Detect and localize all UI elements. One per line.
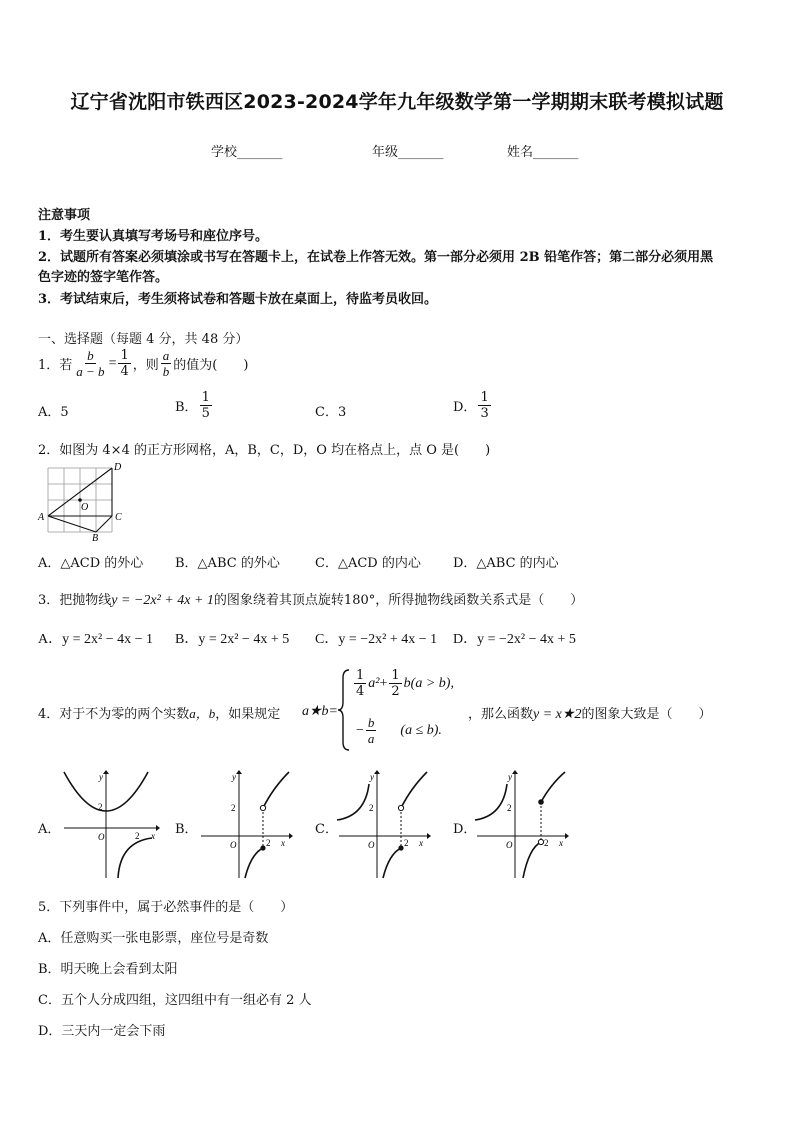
label-o: O — [81, 502, 89, 513]
q4-stem-tail: ，那么函数y = x★2的图象大致是（ ） — [468, 707, 712, 722]
question-2: 2．如图为 4×4 的正方形网格，A，B，C，D，O 均在格点上，点 O 是( ) — [38, 443, 491, 458]
label-a: A — [38, 512, 45, 523]
q4-function: y = x★2 — [533, 707, 582, 722]
q4-brace — [337, 668, 351, 752]
name-field: 姓名_______ — [507, 145, 579, 160]
question-3: 3．把抛物线y = −2x² + 4x + 1的图象绕着其顶点旋转180°，所得抛物线函数关系式是（ ） — [38, 593, 584, 608]
notice-item-2: 2．试题所有答案必须填涂或书写在答题卡上，在试卷上作答无效。第一部分必须用 2B 铅笔作答；第二部分必须用黑 — [38, 250, 714, 265]
question-4-stem: 4．对于不为零的两个实数a，b，如果规定 — [38, 706, 281, 722]
q4-case-2: − $\frac{b}{a}$ (a ≤ b). — [356, 715, 442, 746]
q4-case-1: $\frac{1}{4}$ a² + $\frac{1}{2}$ b (a > b), — [356, 668, 454, 699]
q4-graph-b — [197, 768, 297, 880]
label-d: D — [114, 462, 122, 473]
section-heading: 一、选择题（每题 4 分，共 48 分） — [38, 332, 249, 347]
svg-text:O: O — [230, 840, 237, 850]
svg-text:x: x — [281, 838, 285, 848]
q5-option-c[interactable]: C．五个人分成四组，这四组中有一组必有 2 人 — [38, 993, 312, 1008]
q4-option-a[interactable]: A． — [38, 822, 61, 837]
q1-equals: = — [108, 355, 117, 371]
segment-bc — [96, 516, 112, 532]
q3-option-a[interactable]: A．y = 2x² − 4x − 1 — [38, 632, 153, 647]
svg-text:y: y — [370, 772, 374, 782]
q1-prefix: 1．若 — [38, 358, 73, 373]
svg-text:x: x — [559, 838, 563, 848]
question-1 — [38, 348, 248, 379]
label-b: B — [92, 533, 99, 542]
q3-option-c[interactable]: C．y = −2x² + 4x − 1 — [315, 632, 438, 647]
q2-option-c[interactable]: C．△ACD 的内心 — [315, 556, 421, 571]
q4-option-d[interactable]: D． — [453, 822, 477, 837]
exam-title: 辽宁省沈阳市铁西区2023-2024学年九年级数学第一学期期末联考模拟试题 — [70, 91, 724, 113]
svg-text:2: 2 — [404, 838, 409, 848]
q1-option-c[interactable]: C．3 — [315, 405, 347, 420]
q1-option-b[interactable]: B． $\frac{1}{5}$ — [175, 390, 210, 421]
q4-operator: a★b= — [302, 704, 338, 719]
q4-option-b[interactable]: B． — [175, 822, 198, 837]
svg-text:y: y — [508, 772, 512, 782]
notice-item-1: 1．考生要认真填写考场号和座位序号。 — [38, 229, 269, 244]
q1-mid: ，则 — [132, 358, 159, 373]
question-5: 5．下列事件中，属于必然事件的是（ ） — [38, 900, 294, 915]
svg-text:y: y — [99, 772, 103, 782]
q5-option-d[interactable]: D．三天内一定会下雨 — [38, 1024, 166, 1039]
svg-text:2: 2 — [507, 803, 512, 813]
svg-text:2: 2 — [266, 838, 271, 848]
svg-text:x: x — [419, 838, 423, 848]
q2-option-b[interactable]: B．△ABC 的外心 — [175, 556, 280, 571]
svg-text:O: O — [98, 832, 105, 842]
svg-text:x: x — [151, 831, 155, 841]
q2-option-d[interactable]: D．△ABC 的内心 — [453, 556, 559, 571]
q3-option-b[interactable]: B．y = 2x² − 4x + 5 — [175, 632, 290, 647]
svg-text:O: O — [368, 840, 375, 850]
school-field: 学校_______ — [211, 145, 283, 160]
notice-item-2-cont: 色字迹的签字笔作答。 — [38, 270, 169, 285]
notice-item-3: 3．考试结束后，考生须将试卷和答题卡放在桌面上，待监考员收回。 — [38, 292, 438, 307]
notice-heading: 注意事项 — [38, 208, 91, 223]
q2-option-a[interactable]: A．△ACD 的外心 — [38, 556, 144, 571]
svg-text:2: 2 — [544, 838, 549, 848]
q4-graph-d — [473, 768, 573, 880]
q3-option-d[interactable]: D．y = −2x² − 4x + 5 — [453, 632, 576, 647]
q4-graph-c — [335, 768, 435, 880]
svg-text:2: 2 — [135, 831, 140, 841]
q4-graph-a — [60, 768, 160, 880]
q1-suffix: 的值为( ) — [173, 358, 249, 373]
q1-option-d[interactable]: D． $\frac{1}{3}$ — [453, 390, 489, 421]
q1-fraction-b: $\frac{b}{a - b}$ — [76, 348, 105, 379]
q3-parabola-expr: y = −2x² + 4x + 1 — [111, 593, 214, 608]
svg-text:2: 2 — [98, 802, 103, 812]
svg-text:y: y — [232, 772, 236, 782]
q4-option-c[interactable]: C． — [315, 822, 338, 837]
label-c: C — [115, 512, 122, 523]
q5-option-b[interactable]: B．明天晚上会看到太阳 — [38, 962, 178, 977]
q2-grid-figure — [36, 460, 136, 542]
q1-fraction-quarter: $\frac{1}{4}$ — [120, 348, 129, 379]
svg-text:2: 2 — [231, 803, 236, 813]
q1-option-a[interactable]: A．5 — [38, 405, 69, 420]
grade-field: 年级_______ — [372, 145, 444, 160]
svg-text:O: O — [506, 840, 513, 850]
q5-option-a[interactable]: A．任意购买一张电影票，座位号是奇数 — [38, 931, 269, 946]
segment-ab — [48, 516, 96, 532]
q1-fraction-ab: $\frac{a}{b}$ — [162, 348, 170, 379]
svg-text:2: 2 — [369, 803, 374, 813]
